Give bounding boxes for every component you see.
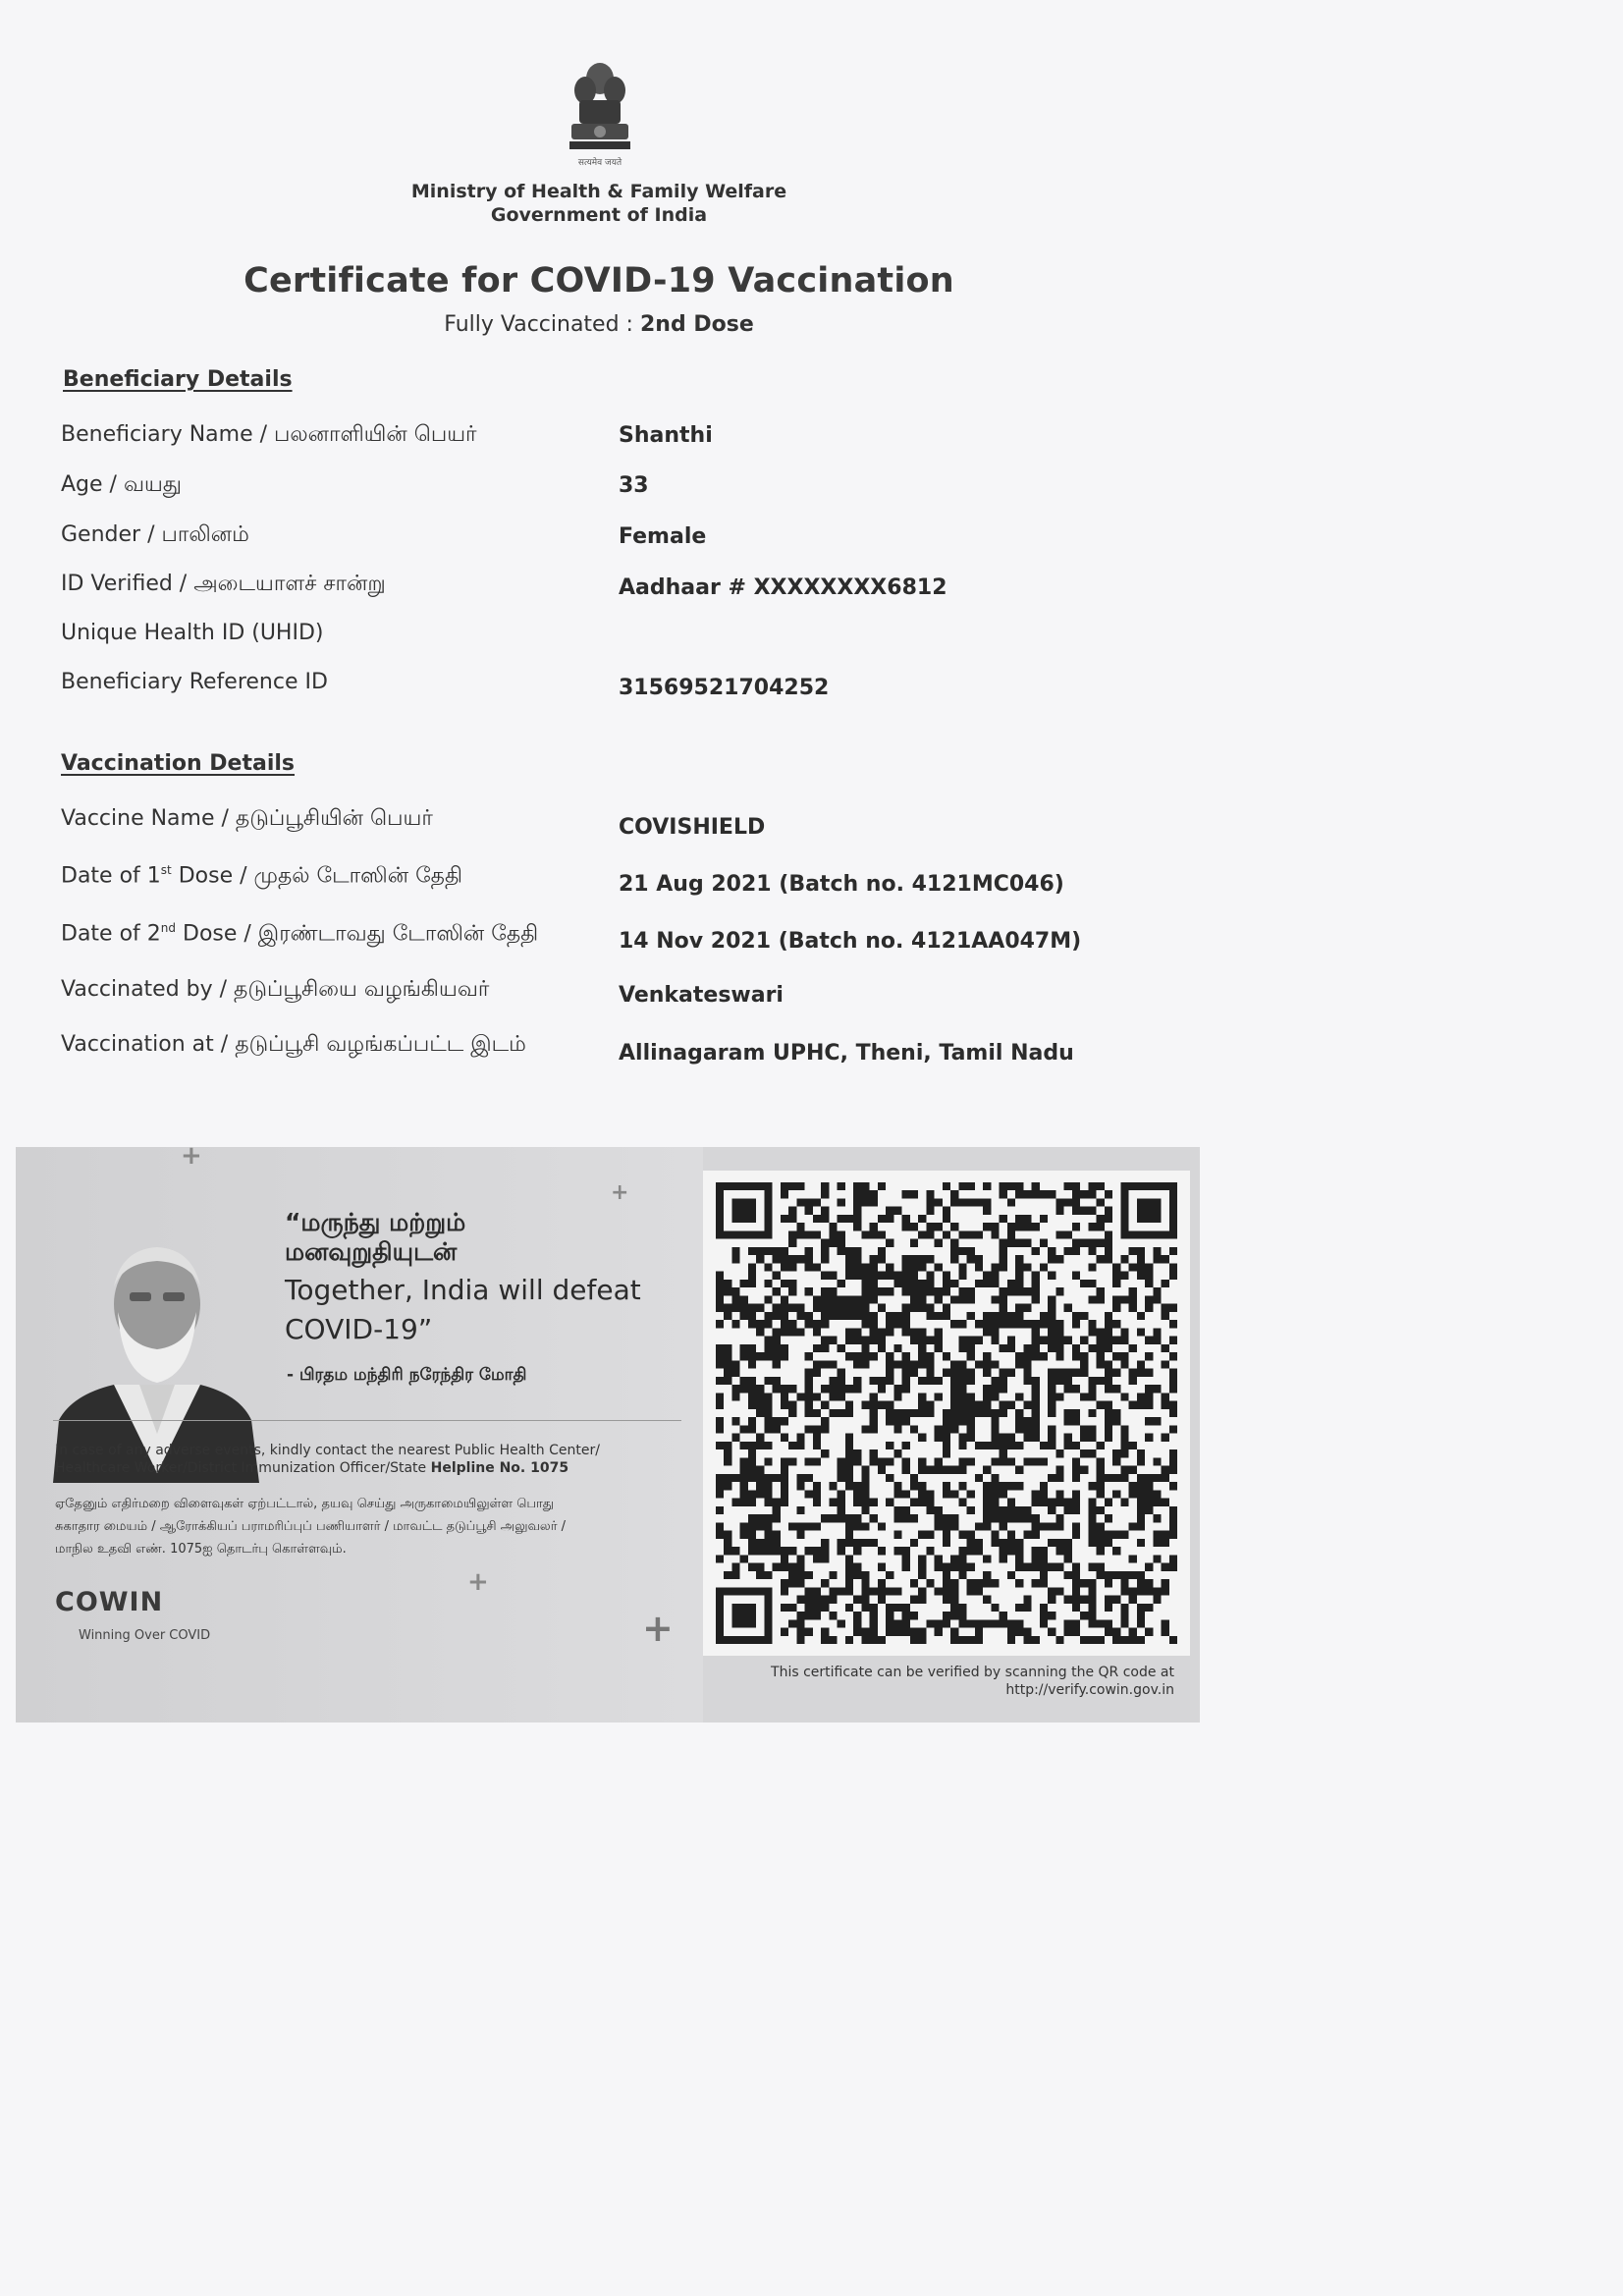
dose2-date-value: 14 Nov 2021 (Batch no. 4121AA047M): [619, 929, 1082, 954]
quote-english: [285, 1271, 641, 1349]
dose1-date-label: [61, 863, 462, 891]
status-value: 2nd Dose: [639, 312, 754, 337]
dose2-label-suffix: Dose / இரண்டாவது டோஸின் தேதி: [176, 921, 539, 947]
quote-tamil: [285, 1208, 465, 1267]
vaccinated-at-label: Vaccination at / தடுப்பூசி வழங்கப்பட்ட இடம்: [61, 1032, 526, 1057]
banner-divider: [53, 1420, 681, 1421]
vaccinated-by-label: Vaccinated by / தடுப்பூசியை வழங்கியவர்: [61, 977, 490, 1002]
issuing-authority: [373, 180, 825, 227]
cowin-banner: [16, 1141, 1200, 1722]
reference-id-value: 31569521704252: [619, 676, 830, 700]
vaccine-name-label: Vaccine Name / தடுப்பூசியின் பெயர்: [61, 806, 433, 831]
verification-url: http://verify.cowin.gov.in: [1005, 1682, 1174, 1698]
reference-id-label: Beneficiary Reference ID: [61, 670, 328, 694]
beneficiary-name-value: Shanthi: [619, 423, 713, 448]
id-verified-label: ID Verified / அடையாளச் சான்று: [61, 572, 386, 596]
quote-english-line: Together, India will defeat: [285, 1274, 641, 1306]
quote-tamil-line: “மருந்து மற்றும்: [285, 1208, 466, 1236]
vaccination-details-heading: Vaccination Details: [61, 751, 296, 776]
adverse-events-notice-english: [55, 1442, 693, 1477]
helpline-number: Helpline No. 1075: [430, 1460, 569, 1476]
quote-tamil-line: மனவுறுதியுடன்: [285, 1237, 458, 1266]
plus-decoration-icon: +: [642, 1607, 674, 1650]
quote-attribution: - பிரதம மந்திரி நரேந்திர மோதி: [287, 1365, 527, 1385]
beneficiary-details-heading: Beneficiary Details: [63, 367, 293, 392]
gender-value: Female: [619, 524, 707, 549]
ministry-name: Ministry of Health & Family Welfare: [410, 181, 787, 202]
government-name: Government of India: [490, 204, 708, 226]
qr-code-panel: [703, 1171, 1190, 1656]
verification-note: [703, 1664, 1174, 1699]
vaccinated-by-value: Venkateswari: [619, 983, 784, 1008]
adverse-notice-line: In case of any adverse events, kindly contact the nearest Public Health Center/: [55, 1443, 600, 1458]
cowin-logo: COWIN: [55, 1587, 164, 1617]
verification-qr-code: [715, 1182, 1178, 1644]
dose1-label-text: Date of 1: [61, 863, 161, 889]
cowin-tagline: Winning Over COVID: [79, 1628, 211, 1643]
adverse-notice-tamil-line: மாநில உதவி எண். 1075ஐ தொடர்பு கொள்ளவும்.: [55, 1542, 347, 1557]
vaccine-name-value: COVISHIELD: [619, 815, 766, 840]
adverse-events-notice-tamil: [55, 1493, 693, 1560]
dose2-label-ordinal: nd: [160, 921, 177, 935]
adverse-notice-line: Healthcare Worker/District Immunization Officer/State: [55, 1460, 431, 1476]
certificate-title: Certificate for COVID-19 Vaccination: [243, 261, 954, 301]
plus-decoration-icon: +: [467, 1567, 489, 1597]
beneficiary-name-label: Beneficiary Name / பலனாளியின் பெயர்: [61, 422, 477, 447]
quote-english-line: COVID-19”: [285, 1313, 433, 1345]
adverse-notice-tamil-line: ஏதேனும் எதிர்மறை விளைவுகள் ஏற்பட்டால், தயவு செய்து அருகாமையிலுள்ள பொது: [55, 1497, 555, 1511]
status-label: Fully Vaccinated :: [444, 312, 633, 337]
dose2-date-label: [61, 921, 538, 949]
dose1-label-ordinal: st: [160, 863, 172, 877]
age-value: 33: [619, 473, 649, 498]
vaccination-status: [324, 312, 874, 337]
dose1-date-value: 21 Aug 2021 (Batch no. 4121MC046): [619, 872, 1064, 897]
emblem-motto: सत्यमेव जयते: [577, 158, 622, 168]
verification-note-line: This certificate can be verified by scanning the QR code at: [771, 1665, 1174, 1680]
plus-decoration-icon: +: [611, 1180, 629, 1205]
dose1-label-suffix: Dose / முதல் டோஸின் தேதி: [171, 863, 463, 889]
adverse-notice-tamil-line: சுகாதார மையம் / ஆரோக்கியப் பராமரிப்புப் பணியாளர் / மாவட்ட தடுப்பூசி அலுவலர் /: [55, 1519, 567, 1534]
age-label: Age / வயது: [61, 472, 182, 497]
dose2-label-text: Date of 2: [61, 921, 161, 947]
uhid-label: Unique Health ID (UHID): [61, 621, 324, 645]
plus-decoration-icon: +: [181, 1141, 202, 1171]
id-verified-value: Aadhaar # XXXXXXXX6812: [619, 575, 947, 600]
national-emblem: [564, 57, 636, 168]
vaccinated-at-value: Allinagaram UPHC, Theni, Tamil Nadu: [619, 1041, 1074, 1066]
gender-label: Gender / பாலினம்: [61, 522, 249, 547]
